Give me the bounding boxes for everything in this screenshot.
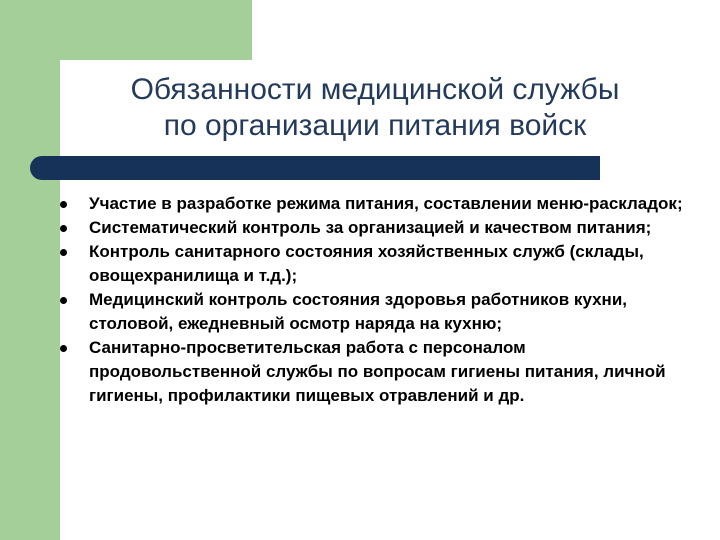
bullet-icon — [60, 297, 67, 304]
title-divider-bar — [30, 156, 600, 180]
slide-title — [70, 72, 680, 144]
decorative-green-strip — [0, 0, 60, 540]
bullet-icon — [60, 225, 67, 232]
list-item-text: Медицинский контроль состояния здоровья работников кухни, столовой, ежедневный осмотр наряда на кухню; — [89, 290, 627, 333]
list-item-text: Систематический контроль за организацией и качеством питания; — [89, 218, 652, 237]
list-item — [60, 336, 700, 408]
duties-list — [60, 192, 700, 408]
bullet-icon — [60, 249, 67, 256]
decorative-green-block — [0, 0, 252, 60]
list-item-text: Санитарно-просветительская работа с персоналом продовольственной службы по вопросам гигиены питания, личной гигиены, профилактики пищевых отравлений и др. — [89, 338, 666, 405]
slide-title-line-1: Обязанности медицинской службы — [130, 73, 620, 106]
list-item — [60, 216, 700, 240]
list-item — [60, 192, 700, 216]
list-item-text: Контроль санитарного состояния хозяйственных служб (склады, овощехранилища и т.д.); — [89, 242, 644, 285]
list-item — [60, 240, 700, 288]
list-item-text: Участие в разработке режима питания, составлении меню-раскладок; — [89, 194, 683, 213]
slide-title-line-2: по организации питания войск — [163, 109, 587, 142]
bullet-icon — [60, 201, 67, 208]
list-item — [60, 288, 700, 336]
bullet-icon — [60, 345, 67, 352]
